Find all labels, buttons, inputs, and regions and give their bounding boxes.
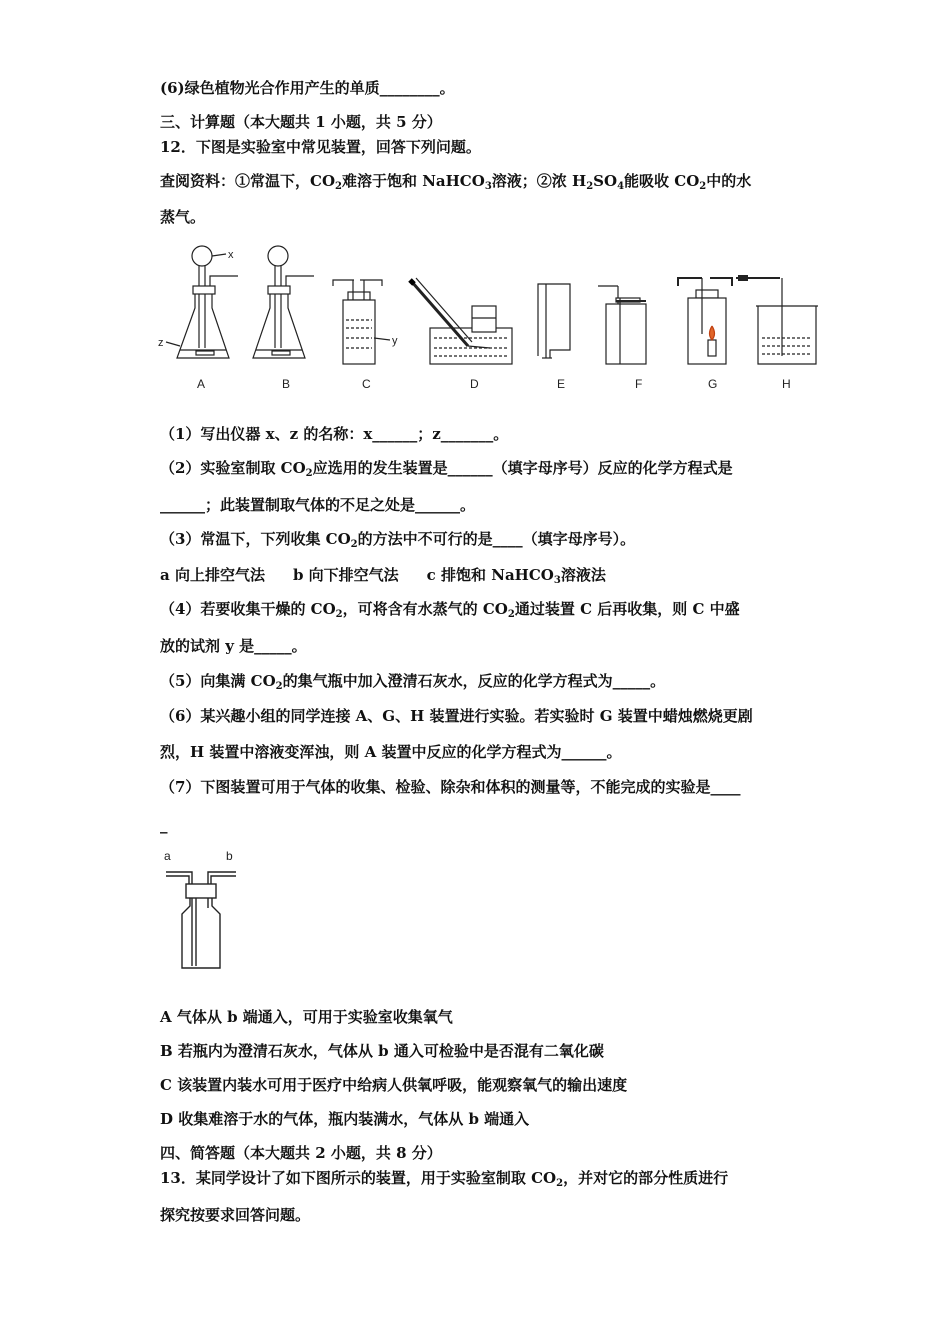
label-e: E <box>557 377 566 391</box>
bottle-label-b: b <box>226 849 233 863</box>
apparatus-a <box>177 246 238 358</box>
section3-heading: 三、计算题（本大题共 1 小题，共 5 分） <box>160 113 442 131</box>
option-a: A 气体从 b 端通入，可用于实验室收集氧气 <box>160 1008 453 1026</box>
q12-part5: （5）向集满 $CO_2$的集气瓶中加入澄清石灰水，反应的化学方程式为_____。 <box>160 672 666 692</box>
label-d: D <box>470 377 479 391</box>
q12-part3-options: a 向上排空气法 b 向下排空气法 c 排饱和 NaHCO$_3$溶液法 <box>160 566 606 586</box>
option-d: D 收集难溶于水的气体，瓶内装满水，气体从 b 端通入 <box>160 1110 530 1128</box>
q12-reference-1: 查阅资料：①常温下，$CO_2$难溶于饱和 NaHCO$_3$溶液；②浓 $H_2SO_4$能吸收 $CO_2$中的水 <box>160 172 752 192</box>
label-z: z <box>158 337 164 349</box>
q12-part1: （1）写出仪器 x、z 的名称：x______；z_______。 <box>160 425 509 443</box>
option-c: C 该装置内装水可用于医疗中给病人供氧呼吸，能观察氧气的输出速度 <box>160 1076 628 1094</box>
apparatus-figure <box>150 238 830 398</box>
q12-reference-2: 蒸气。 <box>160 208 206 226</box>
section4-heading: 四、简答题（本大题共 2 小题，共 8 分） <box>160 1144 442 1162</box>
label-g: G <box>708 377 718 391</box>
q12-part2-line1: （2）实验室制取 $CO_2$应选用的发生装置是______（填字母序号）反应的化学方程式是 <box>160 459 733 479</box>
label-b: B <box>282 377 291 391</box>
apparatus-d <box>410 278 512 364</box>
gas-bottle-figure <box>160 846 260 976</box>
q13-line2: 探究按要求回答问题。 <box>160 1206 311 1224</box>
q12-part4-line2: 放的试剂 y 是_____。 <box>160 637 307 655</box>
label-h: H <box>782 377 791 391</box>
q12-part6-line2: 烈，H 装置中溶液变浑浊，则 A 装置中反应的化学方程式为______。 <box>160 743 622 761</box>
q12-part2-line2: ______；此装置制取气体的不足之处是______。 <box>160 496 476 514</box>
bottle-label-a: a <box>164 849 171 863</box>
q12-part7-line1: （7）下图装置可用于气体的收集、检验、除杂和体积的测量等，不能完成的实验是____ <box>160 778 741 796</box>
apparatus-e <box>538 284 570 358</box>
q12-part3: （3）常温下，下列收集 $CO_2$的方法中不可行的是____（填字母序号）。 <box>160 530 636 550</box>
label-f: F <box>635 377 643 391</box>
label-a: A <box>197 377 206 391</box>
option-b: B 若瓶内为澄清石灰水，气体从 b 通入可检验中是否混有二氧化碳 <box>160 1042 604 1060</box>
apparatus-g <box>678 275 780 364</box>
q12-part4-line1: （4）若要收集干燥的 $CO_2$，可将含有水蒸气的 $CO_2$通过装置 C 后再收集，则 C 中盛 <box>160 600 740 620</box>
label-x: x <box>228 249 234 261</box>
apparatus-h <box>756 278 818 364</box>
q12-part6-line1: （6）某兴趣小组的同学连接 A、G、H 装置进行实验。若实验时 G 装置中蜡烛燃烧更剧 <box>160 707 753 725</box>
q12-intro: 12．下图是实验室中常见装置，回答下列问题。 <box>160 138 481 156</box>
q12-part7-line2: _ <box>160 816 168 834</box>
label-c: C <box>362 377 371 391</box>
apparatus-f <box>598 286 646 364</box>
q6-line: (6)绿色植物光合作用产生的单质________。 <box>160 79 455 97</box>
q13-line1: 13．某同学设计了如下图所示的装置，用于实验室制取 $CO_2$，并对它的部分性质进行 <box>160 1169 729 1189</box>
apparatus-c <box>333 280 390 364</box>
apparatus-b <box>253 246 314 358</box>
label-y: y <box>392 335 398 347</box>
